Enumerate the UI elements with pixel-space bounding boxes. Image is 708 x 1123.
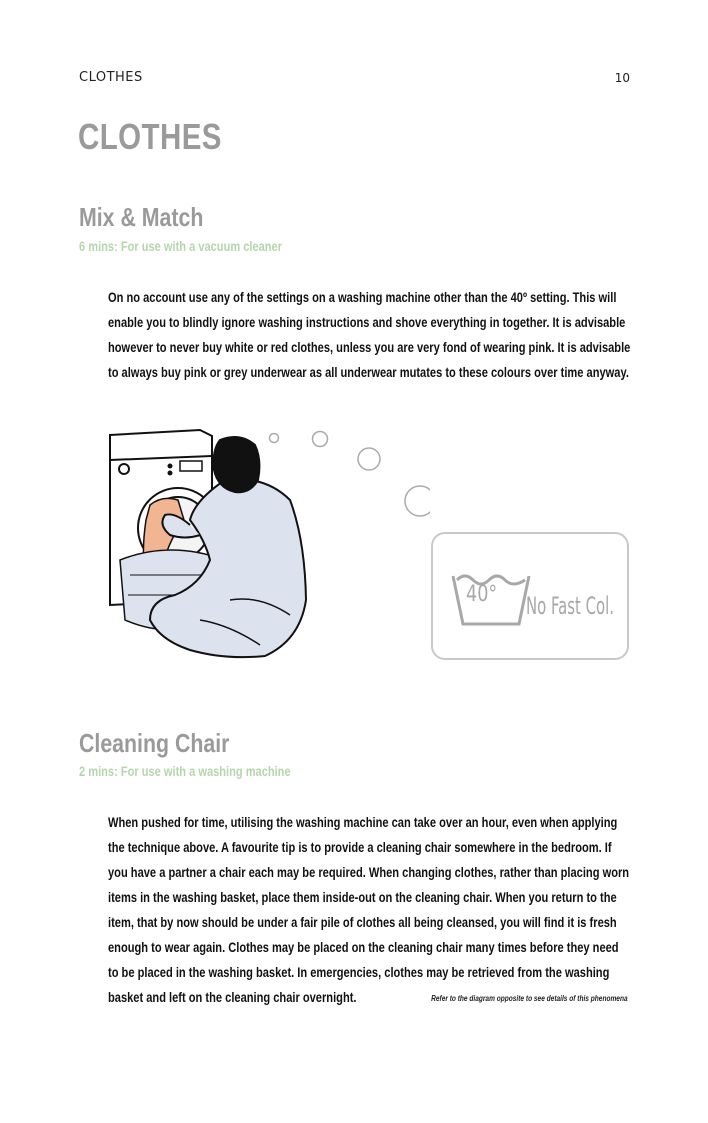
bubble xyxy=(313,432,328,447)
footnote: Refer to the diagram opposite to see details of this phenomena xyxy=(431,994,628,1003)
bubble xyxy=(358,448,380,470)
section-subtitle-cleaning-chair: 2 mins: For use with a washing machine xyxy=(79,764,291,779)
care-label-text: No Fast Col. xyxy=(526,592,614,620)
chapter-title: CLOTHES xyxy=(78,116,222,157)
bubble xyxy=(270,434,279,443)
section-title-mix-match: Mix & Match xyxy=(79,202,204,232)
running-head: CLOTHES xyxy=(79,70,143,85)
care-label-box xyxy=(431,532,629,660)
section-body-mix-match: On no account use any of the settings on a washing machine other than the 40º setting. This will enable you to blindly ignore washing instructions and shove everything in together. It is advisable however to never buy white or red clothes, unless you are very fond of wearing pink. It is advisable to always buy pink or grey underwear as all underwear mutates to these colours over time anyway. xyxy=(108,290,631,380)
section-body-cleaning-chair: When pushed for time, utilising the washing machine can take over an hour, even when applying the technique above. A favourite tip is to provide a cleaning chair somewhere in the bedroom. If you have a partner a chair each may be required. When changing clothes, rather than placing worn items in the washing basket, place them inside-out on the cleaning chair. When you return to the item, that by now should be under a fair pile of clothes all being cleansed, you will find it is fresh enough to wear again. Clothes may be placed on the cleaning chair many times before they need to be placed in the washing basket. In emergencies, clothes may be retrieved from the washing basket and left on the cleaning chair overnight. xyxy=(108,815,630,1005)
page-number: 10 xyxy=(614,71,630,85)
section-title-cleaning-chair: Cleaning Chair xyxy=(79,728,230,758)
washing-machine-illustration xyxy=(100,420,430,670)
wash-temperature: 40° xyxy=(466,582,498,607)
section-subtitle-mix-match: 6 mins: For use with a vacuum cleaner xyxy=(79,239,283,254)
bubble xyxy=(405,486,430,516)
